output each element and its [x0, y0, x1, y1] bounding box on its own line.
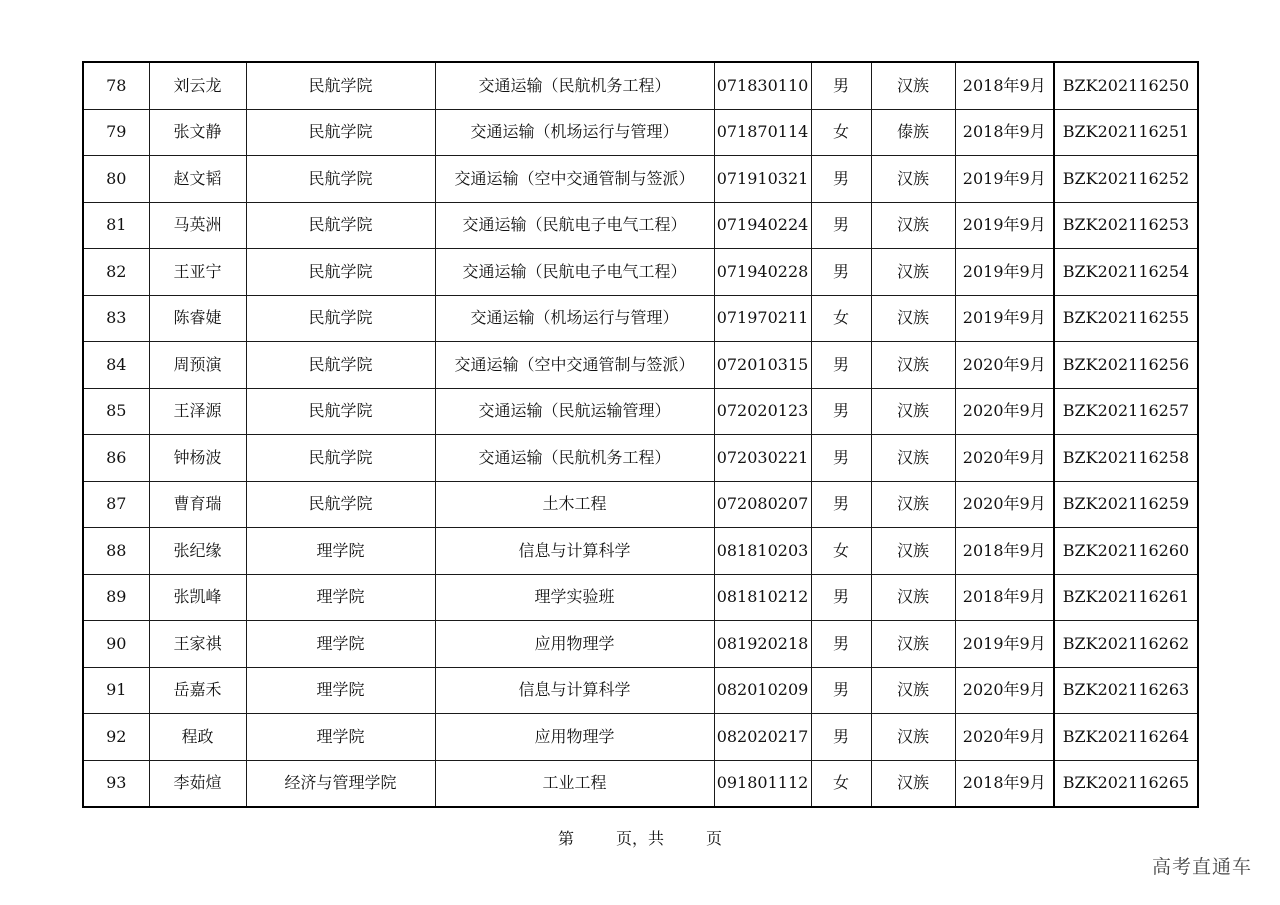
cell-ethnicity: 汉族	[871, 714, 955, 761]
cell-ethnicity: 汉族	[871, 760, 955, 807]
cell-student-id: 072080207	[714, 481, 811, 528]
cell-enrollment-date: 2019年9月	[955, 156, 1054, 203]
cell-student-name: 张纪缘	[149, 528, 246, 575]
table-row	[83, 760, 1198, 807]
cell-enrollment-date: 2019年9月	[955, 621, 1054, 668]
cell-row-number: 89	[83, 574, 149, 621]
cell-certificate-number: BZK202116253	[1054, 202, 1198, 249]
cell-student-id: 082020217	[714, 714, 811, 761]
cell-college: 民航学院	[246, 342, 435, 389]
cell-college: 民航学院	[246, 62, 435, 109]
cell-major: 工业工程	[435, 760, 714, 807]
cell-ethnicity: 汉族	[871, 249, 955, 296]
cell-student-name: 李茹煊	[149, 760, 246, 807]
cell-college: 理学院	[246, 528, 435, 575]
cell-gender: 女	[811, 109, 871, 156]
cell-certificate-number: BZK202116260	[1054, 528, 1198, 575]
table-row	[83, 621, 1198, 668]
cell-enrollment-date: 2020年9月	[955, 714, 1054, 761]
cell-certificate-number: BZK202116264	[1054, 714, 1198, 761]
table-row	[83, 342, 1198, 389]
cell-college: 民航学院	[246, 295, 435, 342]
cell-gender: 男	[811, 62, 871, 109]
cell-student-id: 071970211	[714, 295, 811, 342]
cell-major: 交通运输（民航机务工程）	[435, 435, 714, 482]
table-row	[83, 667, 1198, 714]
cell-row-number: 90	[83, 621, 149, 668]
cell-ethnicity: 汉族	[871, 62, 955, 109]
cell-college: 理学院	[246, 621, 435, 668]
cell-certificate-number: BZK202116257	[1054, 388, 1198, 435]
cell-ethnicity: 汉族	[871, 156, 955, 203]
cell-certificate-number: BZK202116255	[1054, 295, 1198, 342]
cell-college: 民航学院	[246, 435, 435, 482]
cell-student-name: 马英洲	[149, 202, 246, 249]
cell-gender: 女	[811, 760, 871, 807]
page-footer	[0, 826, 1280, 849]
cell-student-id: 071870114	[714, 109, 811, 156]
cell-student-name: 王亚宁	[149, 249, 246, 296]
cell-gender: 男	[811, 342, 871, 389]
cell-college: 民航学院	[246, 202, 435, 249]
cell-ethnicity: 汉族	[871, 295, 955, 342]
cell-student-name: 钟杨波	[149, 435, 246, 482]
watermark-text: 高考直通车	[1151, 856, 1252, 878]
cell-row-number: 78	[83, 62, 149, 109]
table-row	[83, 109, 1198, 156]
footer-page-word: 第	[557, 829, 574, 848]
cell-major: 交通运输（民航电子电气工程）	[435, 249, 714, 296]
cell-college: 经济与管理学院	[246, 760, 435, 807]
cell-gender: 男	[811, 249, 871, 296]
cell-ethnicity: 汉族	[871, 388, 955, 435]
cell-certificate-number: BZK202116254	[1054, 249, 1198, 296]
cell-student-name: 赵文韬	[149, 156, 246, 203]
cell-major: 交通运输（机场运行与管理）	[435, 295, 714, 342]
cell-row-number: 81	[83, 202, 149, 249]
table-row	[83, 481, 1198, 528]
cell-certificate-number: BZK202116251	[1054, 109, 1198, 156]
cell-gender: 男	[811, 714, 871, 761]
cell-ethnicity: 傣族	[871, 109, 955, 156]
cell-gender: 男	[811, 621, 871, 668]
cell-certificate-number: BZK202116262	[1054, 621, 1198, 668]
cell-major: 信息与计算科学	[435, 667, 714, 714]
cell-student-id: 081920218	[714, 621, 811, 668]
cell-row-number: 83	[83, 295, 149, 342]
cell-enrollment-date: 2019年9月	[955, 295, 1054, 342]
cell-enrollment-date: 2018年9月	[955, 528, 1054, 575]
cell-gender: 男	[811, 156, 871, 203]
cell-major: 交通运输（民航机务工程）	[435, 62, 714, 109]
cell-certificate-number: BZK202116258	[1054, 435, 1198, 482]
cell-student-name: 岳嘉禾	[149, 667, 246, 714]
cell-certificate-number: BZK202116259	[1054, 481, 1198, 528]
cell-row-number: 91	[83, 667, 149, 714]
cell-enrollment-date: 2018年9月	[955, 574, 1054, 621]
table-row	[83, 714, 1198, 761]
table-row	[83, 574, 1198, 621]
cell-row-number: 86	[83, 435, 149, 482]
cell-ethnicity: 汉族	[871, 342, 955, 389]
cell-enrollment-date: 2018年9月	[955, 109, 1054, 156]
cell-student-id: 071940228	[714, 249, 811, 296]
cell-student-id: 082010209	[714, 667, 811, 714]
cell-college: 民航学院	[246, 156, 435, 203]
cell-certificate-number: BZK202116261	[1054, 574, 1198, 621]
cell-certificate-number: BZK202116252	[1054, 156, 1198, 203]
cell-gender: 男	[811, 388, 871, 435]
cell-enrollment-date: 2019年9月	[955, 202, 1054, 249]
cell-enrollment-date: 2019年9月	[955, 249, 1054, 296]
cell-enrollment-date: 2020年9月	[955, 481, 1054, 528]
cell-row-number: 79	[83, 109, 149, 156]
cell-student-id: 081810203	[714, 528, 811, 575]
footer-page-end: 页	[706, 829, 723, 848]
table-row	[83, 62, 1198, 109]
cell-student-name: 程政	[149, 714, 246, 761]
cell-enrollment-date: 2018年9月	[955, 760, 1054, 807]
cell-enrollment-date: 2020年9月	[955, 435, 1054, 482]
cell-gender: 男	[811, 481, 871, 528]
cell-student-name: 曹育瑞	[149, 481, 246, 528]
cell-major: 交通运输（机场运行与管理）	[435, 109, 714, 156]
cell-ethnicity: 汉族	[871, 202, 955, 249]
cell-row-number: 84	[83, 342, 149, 389]
cell-student-id: 072020123	[714, 388, 811, 435]
cell-ethnicity: 汉族	[871, 621, 955, 668]
cell-student-name: 张凯峰	[149, 574, 246, 621]
cell-ethnicity: 汉族	[871, 667, 955, 714]
cell-row-number: 82	[83, 249, 149, 296]
student-table	[82, 61, 1199, 808]
cell-row-number: 80	[83, 156, 149, 203]
cell-student-id: 071910321	[714, 156, 811, 203]
cell-college: 民航学院	[246, 109, 435, 156]
cell-college: 民航学院	[246, 388, 435, 435]
cell-ethnicity: 汉族	[871, 574, 955, 621]
cell-college: 民航学院	[246, 481, 435, 528]
cell-gender: 女	[811, 295, 871, 342]
cell-gender: 男	[811, 435, 871, 482]
cell-gender: 男	[811, 574, 871, 621]
cell-gender: 男	[811, 667, 871, 714]
cell-row-number: 87	[83, 481, 149, 528]
cell-student-name: 王泽源	[149, 388, 246, 435]
cell-major: 交通运输（空中交通管制与签派）	[435, 342, 714, 389]
cell-college: 理学院	[246, 574, 435, 621]
table-row	[83, 156, 1198, 203]
cell-major: 信息与计算科学	[435, 528, 714, 575]
cell-student-name: 陈睿婕	[149, 295, 246, 342]
cell-gender: 女	[811, 528, 871, 575]
cell-student-id: 091801112	[714, 760, 811, 807]
cell-enrollment-date: 2018年9月	[955, 62, 1054, 109]
cell-ethnicity: 汉族	[871, 435, 955, 482]
cell-major: 理学实验班	[435, 574, 714, 621]
cell-certificate-number: BZK202116263	[1054, 667, 1198, 714]
cell-student-name: 张文静	[149, 109, 246, 156]
cell-row-number: 92	[83, 714, 149, 761]
cell-major: 交通运输（空中交通管制与签派）	[435, 156, 714, 203]
cell-student-id: 071830110	[714, 62, 811, 109]
cell-major: 应用物理学	[435, 621, 714, 668]
cell-row-number: 88	[83, 528, 149, 575]
cell-college: 理学院	[246, 667, 435, 714]
cell-major: 交通运输（民航电子电气工程）	[435, 202, 714, 249]
cell-certificate-number: BZK202116265	[1054, 760, 1198, 807]
cell-enrollment-date: 2020年9月	[955, 342, 1054, 389]
table-row	[83, 249, 1198, 296]
cell-student-id: 081810212	[714, 574, 811, 621]
cell-major: 土木工程	[435, 481, 714, 528]
table-row	[83, 295, 1198, 342]
cell-ethnicity: 汉族	[871, 481, 955, 528]
cell-enrollment-date: 2020年9月	[955, 388, 1054, 435]
cell-major: 应用物理学	[435, 714, 714, 761]
cell-certificate-number: BZK202116250	[1054, 62, 1198, 109]
cell-student-name: 刘云龙	[149, 62, 246, 109]
table-row	[83, 528, 1198, 575]
footer-page-sep: 页，共	[615, 829, 664, 848]
cell-student-id: 072010315	[714, 342, 811, 389]
cell-row-number: 85	[83, 388, 149, 435]
cell-certificate-number: BZK202116256	[1054, 342, 1198, 389]
table-row	[83, 435, 1198, 482]
cell-gender: 男	[811, 202, 871, 249]
table-row	[83, 388, 1198, 435]
cell-college: 民航学院	[246, 249, 435, 296]
cell-row-number: 93	[83, 760, 149, 807]
cell-college: 理学院	[246, 714, 435, 761]
cell-student-name: 王家祺	[149, 621, 246, 668]
cell-student-id: 071940224	[714, 202, 811, 249]
table-row	[83, 202, 1198, 249]
cell-major: 交通运输（民航运输管理）	[435, 388, 714, 435]
cell-ethnicity: 汉族	[871, 528, 955, 575]
cell-enrollment-date: 2020年9月	[955, 667, 1054, 714]
cell-student-id: 072030221	[714, 435, 811, 482]
cell-student-name: 周预演	[149, 342, 246, 389]
